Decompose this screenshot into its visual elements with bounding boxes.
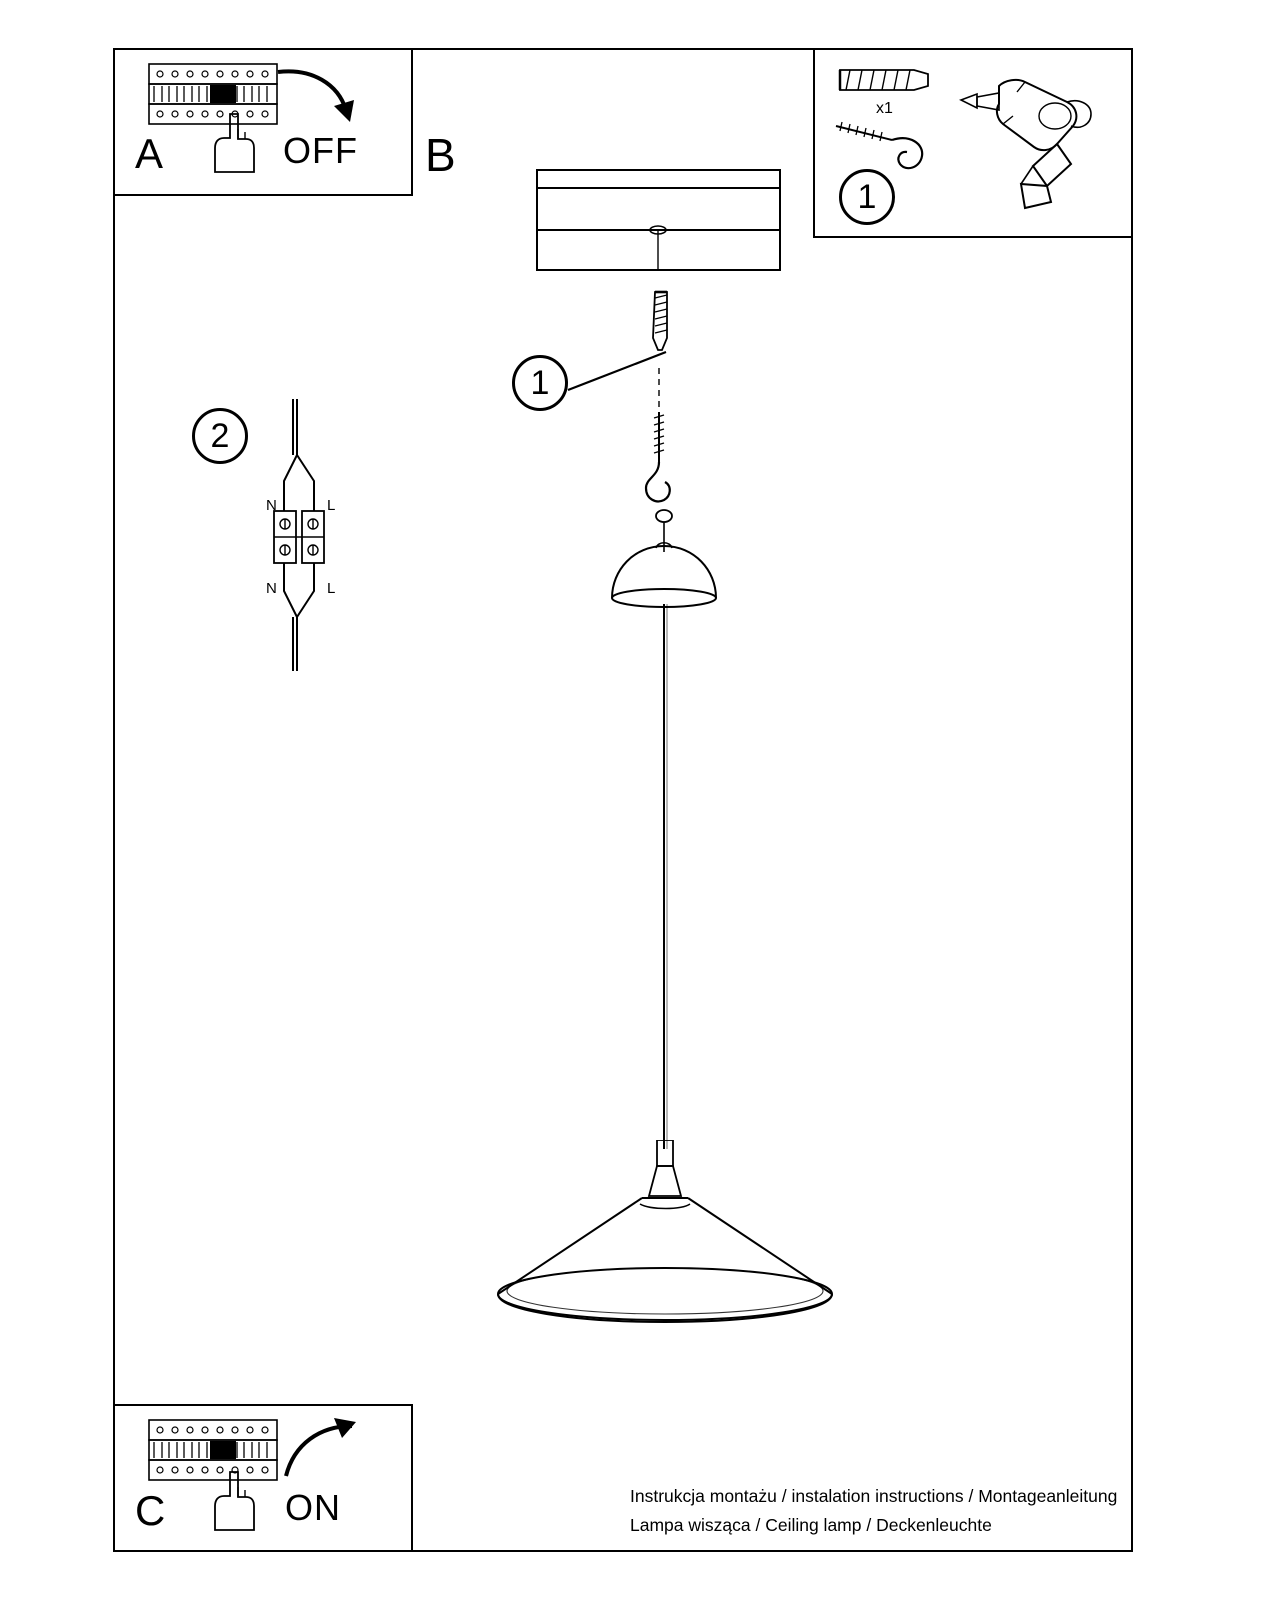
wall-plug-icon (836, 60, 936, 100)
power-drill-icon (955, 60, 1120, 220)
step-letter-b: B (425, 129, 456, 181)
hand-pointing-icon-c (208, 1466, 268, 1536)
tools-quantity-label: x1 (876, 100, 893, 117)
callout-tools-1: 1 (839, 169, 895, 225)
lamp-canopy (608, 536, 720, 608)
callout-wiring-2: 2 (192, 408, 248, 464)
step-letter-c: C (135, 1487, 166, 1534)
ceiling-illustration (536, 168, 781, 278)
inserted-wall-plug-icon (645, 290, 677, 370)
wire-label-n-top: N (266, 497, 277, 514)
installed-hook-screw-icon (636, 410, 691, 510)
hand-pointing-icon (208, 108, 268, 178)
curved-arrow-up-icon (272, 1414, 362, 1484)
step-a-action-label: OFF (283, 130, 358, 171)
footer-line-1: Instrukcja montażu / instalation instructions / Montageanleitung (630, 1486, 1118, 1506)
footer-text (630, 1482, 1130, 1540)
lamp-shade (490, 1190, 840, 1330)
hook-screw-icon (832, 118, 937, 178)
wire-label-n-bottom: N (266, 580, 277, 597)
step-letter-a: A (135, 130, 164, 177)
step-c-action-label: ON (285, 1487, 341, 1528)
wiring-diagram (262, 395, 352, 675)
curved-arrow-down-icon (272, 62, 362, 132)
footer-line-2: Lampa wisząca / Ceiling lamp / Deckenleuchte (630, 1515, 992, 1535)
wire-label-l-bottom: L (327, 580, 336, 597)
lamp-cable (652, 604, 676, 1149)
callout-hook-1: 1 (512, 355, 568, 411)
wire-label-l-top: L (327, 497, 336, 514)
